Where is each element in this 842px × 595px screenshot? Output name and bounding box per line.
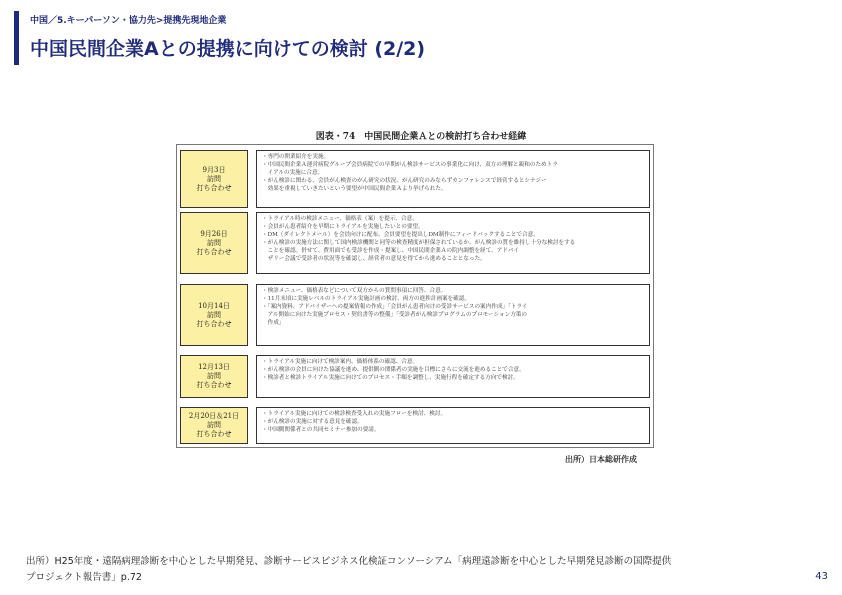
note-line: ・会員がん患者紹介を早期にトライアルを実施したいとの要望。	[262, 224, 424, 231]
row-kind: 訪問	[207, 310, 221, 319]
row-notes	[256, 150, 650, 208]
note-line: イアルの実施に合意。	[262, 170, 324, 177]
note-line: ・11月末頃に実施レベルのトライアル実施計画の検討、両方の進捗計画案を確認。	[262, 296, 470, 303]
page-title: 中国民間企業Aとの提携に向けての検討 (2/2)	[30, 38, 426, 60]
note-line: 作成」	[262, 320, 285, 327]
note-line: 効果を重視していきたいという要望が中国民間企業Ａより挙げられた。	[262, 186, 447, 193]
row-notes	[256, 212, 650, 274]
note-line: ・中国民間企業Ａ運営病院グループ会員病院での早期がん検診サービスの事業化に向け、双方の理解と親和のためトラ	[262, 162, 558, 169]
table-row	[180, 407, 650, 444]
row-meeting: 打ち合わせ	[196, 381, 232, 389]
row-meeting: 打ち合わせ	[196, 319, 232, 328]
note-line: ・トライアル実施に向けて検診案内、価格体系の確認、合意。	[262, 359, 419, 365]
figure-title: 図表・74 中国民間企業Ａとの検討打ち合わせ経緯	[315, 132, 527, 142]
row-notes	[256, 355, 650, 398]
note-line: ・中国側関係者との共同セミナー参加の要請。	[262, 427, 380, 434]
row-kind: 訪問	[207, 238, 221, 247]
page-number: 43	[815, 571, 828, 582]
note-line: ・専門の開業紹介を実施。	[262, 154, 330, 160]
note-line: アル開始に向けた実施プロセス・契約書等の整備」「受診者がん検診プログラムのプロモーション方策の	[262, 312, 527, 319]
meeting-history-table	[176, 144, 654, 448]
row-kind: 訪問	[207, 174, 221, 183]
figure-source: 出所）日本総研作成	[565, 454, 637, 464]
table-row	[180, 212, 650, 274]
table-row	[180, 150, 650, 208]
row-kind: 訪問	[207, 372, 221, 380]
note-line: ・「案内資料、アドバイザーへの提案情報の作成」「会員がん患者向けの受診サービスの案内作成」「トライ	[262, 304, 528, 311]
note-line: ・DM（ダイレクトメール）を会員向けに配布。会員要望を提出しDM制作にフィードバックすることで合意。	[262, 232, 539, 239]
note-line: ザリー会議で受診者の状況等を確認し、経営者の意見を得てから進めることとなった。	[262, 256, 486, 263]
row-date: 10月14日	[198, 301, 230, 310]
note-line: ・検診者と検診トライアル実施に向けてのプロセス・手順を調整し、実施行程を確定する方向で検討。	[262, 375, 519, 382]
row-date-label	[180, 407, 248, 444]
note-line: ・がん検診の実施方法に関して国内検診機関と同等の検査精度が担保されているか、がん検診の質を維持し十分な検討をする	[262, 240, 576, 247]
note-line: ・がん検診に関わる、会員がん検査のがん研究の状況、がん研究のみならずカンファレンスで経営するとシナジー	[262, 178, 547, 185]
row-date-label	[180, 355, 248, 398]
breadcrumb: 中国／5.キーパーソン・協力先>提携先現地企業	[30, 16, 227, 26]
footer-source-line: 出所）H25年度・遠隔病理診断を中心とした早期発見、診断サービスビジネス化検証コンソーシアム「病理遠診断を中心とした早期発見診断の国際提供	[26, 556, 672, 567]
title-accent-bar	[14, 11, 19, 65]
row-notes	[256, 407, 650, 444]
row-meeting: 打ち合わせ	[196, 430, 232, 438]
note-line: ・トライアル実施に向けての検診検査受入れの実施フローを検討、検討。	[262, 411, 447, 417]
row-date-label	[180, 212, 248, 274]
footer-source-line: プロジェクト報告書」p.72	[26, 572, 142, 583]
note-line: ・がん検診の実施に対する意見を確認。	[262, 419, 363, 426]
row-notes	[256, 284, 650, 346]
row-date-label	[180, 150, 248, 208]
row-meeting: 打ち合わせ	[196, 183, 232, 192]
row-date: 9月26日	[200, 229, 228, 238]
note-line: ・トライアル時の検診メニュー、価格表（案）を提示、合意。	[262, 216, 418, 222]
row-date-label	[180, 284, 248, 346]
table-row	[180, 355, 650, 398]
row-meeting: 打ち合わせ	[196, 247, 232, 256]
row-date: 9月3日	[202, 165, 226, 174]
footer-source	[26, 554, 786, 586]
note-line: ことを確認。併せて、費用面でも受診を作成・提案し、中国民間企業Ａの院内調整を経て、アドバイ	[262, 248, 519, 255]
row-date: 12月13日	[198, 363, 230, 371]
row-kind: 訪問	[207, 421, 221, 429]
table-row	[180, 284, 650, 346]
row-date: 2月20日＆21日	[188, 412, 240, 420]
note-line: ・検診メニュー、価格表などについて双方からの質問事項に回答、合意。	[262, 288, 447, 294]
note-line: ・がん検診の会員に向けた協議を進め、提供側の関係者の実施を目標にさらに交流を進めることで合意。	[262, 367, 525, 374]
